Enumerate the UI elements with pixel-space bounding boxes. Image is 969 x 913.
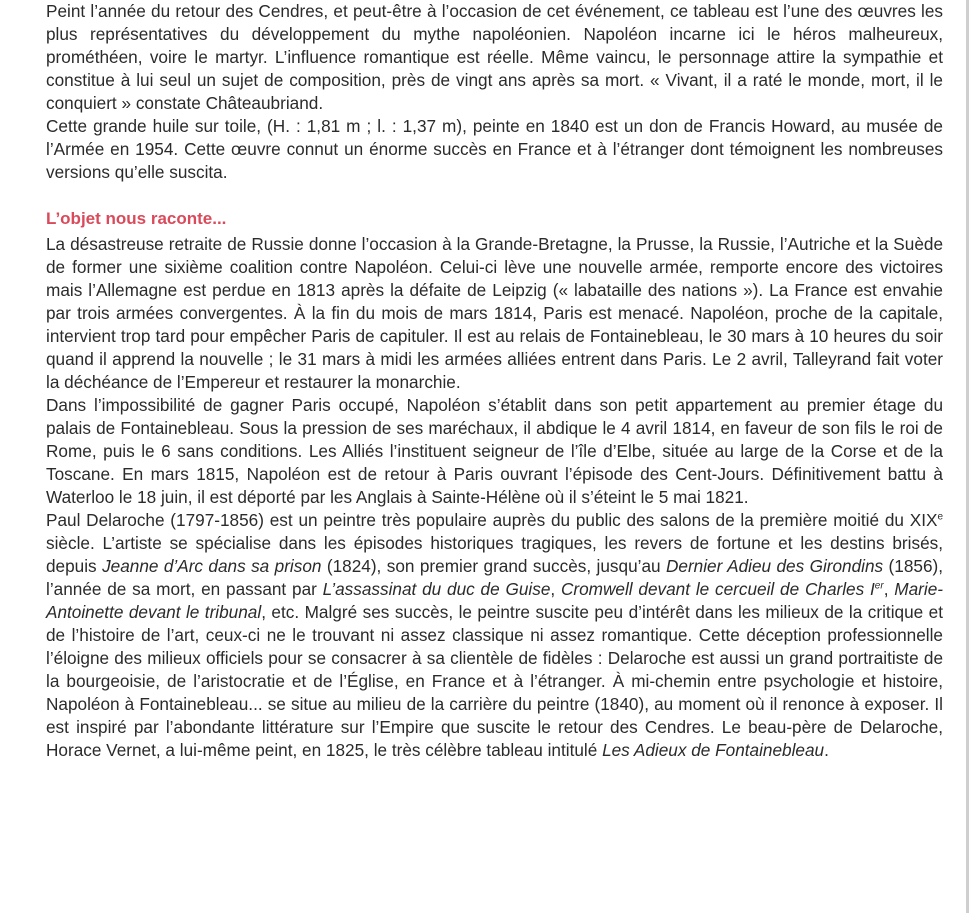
text-run: , etc. Malgré ses succès, le peintre suscite peu d’intérêt dans les milieux de la critique et de l’histoire de l’art, ceux-ci ne le trouvant ni assez classique ni assez romantique. Cette déception professionnelle l’éloigne des milieux officiels pour se consacrer à sa clientèle de fidèles : Delaroche est aussi un grand portraitiste de la bourgeoisie, de l’aristocratie et de l’Église, en France et à l’étranger. À mi-chemin entre psychologie et histoire, Napoléon à Fontainebleau... se situe au milieu de la carrière du peintre (1840), au moment où il renonce à exposer. Il est inspiré par l’abondante littérature sur l’Empire que suscite le retour des Cendres. Le beau-père de Delaroche, Horace Vernet, a lui-même peint, en 1825, le très célèbre tableau intitulé [46, 602, 943, 760]
text-run: (1856), l’année de sa mort, en passant par [46, 556, 944, 599]
section-paragraph-3 [46, 509, 943, 762]
artwork-title [561, 579, 884, 599]
artwork-title: Dernier Adieu des Girondins [665, 556, 884, 576]
artwork-title: Jeanne d’Arc dans sa prison [102, 556, 322, 576]
text-run: , [550, 579, 561, 599]
intro-paragraph-1: Peint l’année du retour des Cendres, et peut-être à l’occasion de cet événement, ce tableau est l’une des œuvres les plus représentatives du développement du mythe napoléonien. Napoléon incarne ici le héros malheureux, prométhéen, voire le martyr. L’influence romantique est réelle. Même vaincu, le personnage attire la sympathie et constitue à lui seul un sujet de composition, près de vingt ans après sa mort. « Vivant, il a raté le monde, mort, il le conquiert » constate Châteaubriand. [46, 1, 943, 113]
superscript: e [937, 511, 943, 523]
text-run: . [824, 740, 829, 760]
section-paragraph-1: La désastreuse retraite de Russie donne l’occasion à la Grande-Bretagne, la Prusse, la Russie, l’Autriche et la Suède de former une sixième coalition contre Napoléon. Celui-ci lève une nouvelle armée, remporte encore des victoires mais l’Allemagne est perdue en 1813 après la défaite de Leipzig (« labataille des nations »). La France est envahie par trois armées convergentes. À la fin du mois de mars 1814, Paris est menacé. Napoléon, proche de la capitale, intervient trop tard pour empêcher Paris de capituler. Il est au relais de Fontainebleau, le 30 mars à 10 heures du soir quand il apprend la nouvelle ; le 31 mars à midi les armées alliées entrent dans Paris. Le 2 avril, Talleyrand fait voter la déchéance de l’Empereur et restaurer la monarchie. [46, 234, 943, 392]
section-paragraph-2: Dans l’impossibilité de gagner Paris occupé, Napoléon s’établit dans son petit appartement au premier étage du palais de Fontainebleau. Sous la pression de ses maréchaux, il abdique le 4 avril 1814, en faveur de son fils le roi de Rome, puis le 6 sans conditions. Les Alliés l’instituent seigneur de l’île d’Elbe, située au large de la Corse et de la Toscane. En mars 1815, Napoléon est de retour à Paris ouvrant l’épisode des Cent-Jours. Définitivement battu à Waterloo le 18 juin, il est déporté par les Anglais à Sainte-Hélène où il s’éteint le 5 mai 1821. [46, 395, 943, 507]
artwork-title: Les Adieux de Fontainebleau [602, 740, 825, 760]
text-run: , [883, 579, 895, 599]
intro-paragraph-2: Cette grande huile sur toile, (H. : 1,81 m ; l. : 1,37 m), peinte en 1840 est un don de Francis Howard, au musée de l’Armée en 1954. Cette œuvre connut un énorme succès en France et à l’étranger dont témoignent les nombreuses versions qu’elle suscita. [46, 116, 943, 182]
text-run: Cromwell devant le cercueil de Charles I [560, 579, 875, 599]
text-run: siècle. L’artiste se spécialise dans les épisodes historiques tragiques, les revers de fortune et les destins brisés, depuis [46, 533, 943, 576]
artwork-title: Marie-Antoinette devant le tribunal [46, 579, 943, 622]
text-run: (1824), son premier grand succès, jusqu’au [321, 556, 666, 576]
section-heading: L’objet nous raconte... [46, 209, 227, 228]
artwork-title: L’assassinat du duc de Guise [322, 579, 551, 599]
text-run: Paul Delaroche (1797-1856) est un peintre très populaire auprès du public des salons de la première moitié du XIX [46, 510, 938, 530]
superscript: er [874, 580, 884, 592]
